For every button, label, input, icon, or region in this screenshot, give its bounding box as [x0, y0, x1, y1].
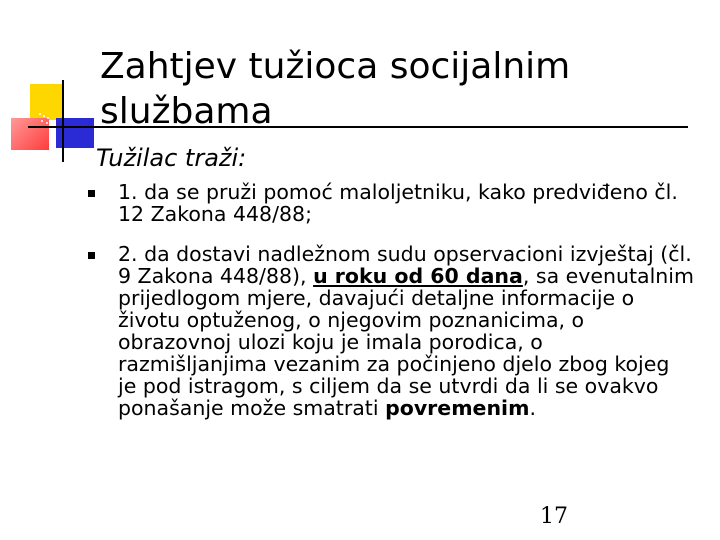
bold-emphasis: povremenim	[385, 396, 530, 420]
bullet-marker	[88, 190, 95, 197]
bullet-marker	[88, 252, 95, 259]
bullet-item-2	[118, 243, 694, 419]
page-number: 17	[540, 504, 568, 529]
bullet-item-2-text-middle: , sa evenutalnim prijedlogom mjere, davajući detaljne informacije o životu optuženog, o njegovim poznanicima, o obrazovnoj ulozi koju je imala porodica, o razmišljanjima vezanim za počinjeno djelo zbog kojeg je pod istragom, s ciljem da se utvrdi da li se ovakvo ponašanje može smatrati	[118, 264, 694, 420]
bullet-item-1-text: 1. da se pruži pomoć maloljetniku, kako predviđeno čl. 12 Zakona 448/88;	[118, 180, 678, 226]
bullet-item-2-text-start: 2. da dostavi nadležnom sudu opservacioni izvještaj (čl. 9 Zakona 448/88),	[118, 242, 692, 288]
slide-subtitle: Tužilac traži:	[96, 144, 247, 172]
bullet-item-2-text-end: .	[529, 396, 536, 420]
slide-title: Zahtjev tužioca socijalnim službama	[100, 46, 571, 132]
bullet-item-1	[118, 181, 694, 225]
deadline-emphasis: u roku od 60 dana	[313, 264, 523, 288]
decorative-dots	[38, 112, 52, 126]
decorative-vertical-line	[62, 80, 64, 162]
